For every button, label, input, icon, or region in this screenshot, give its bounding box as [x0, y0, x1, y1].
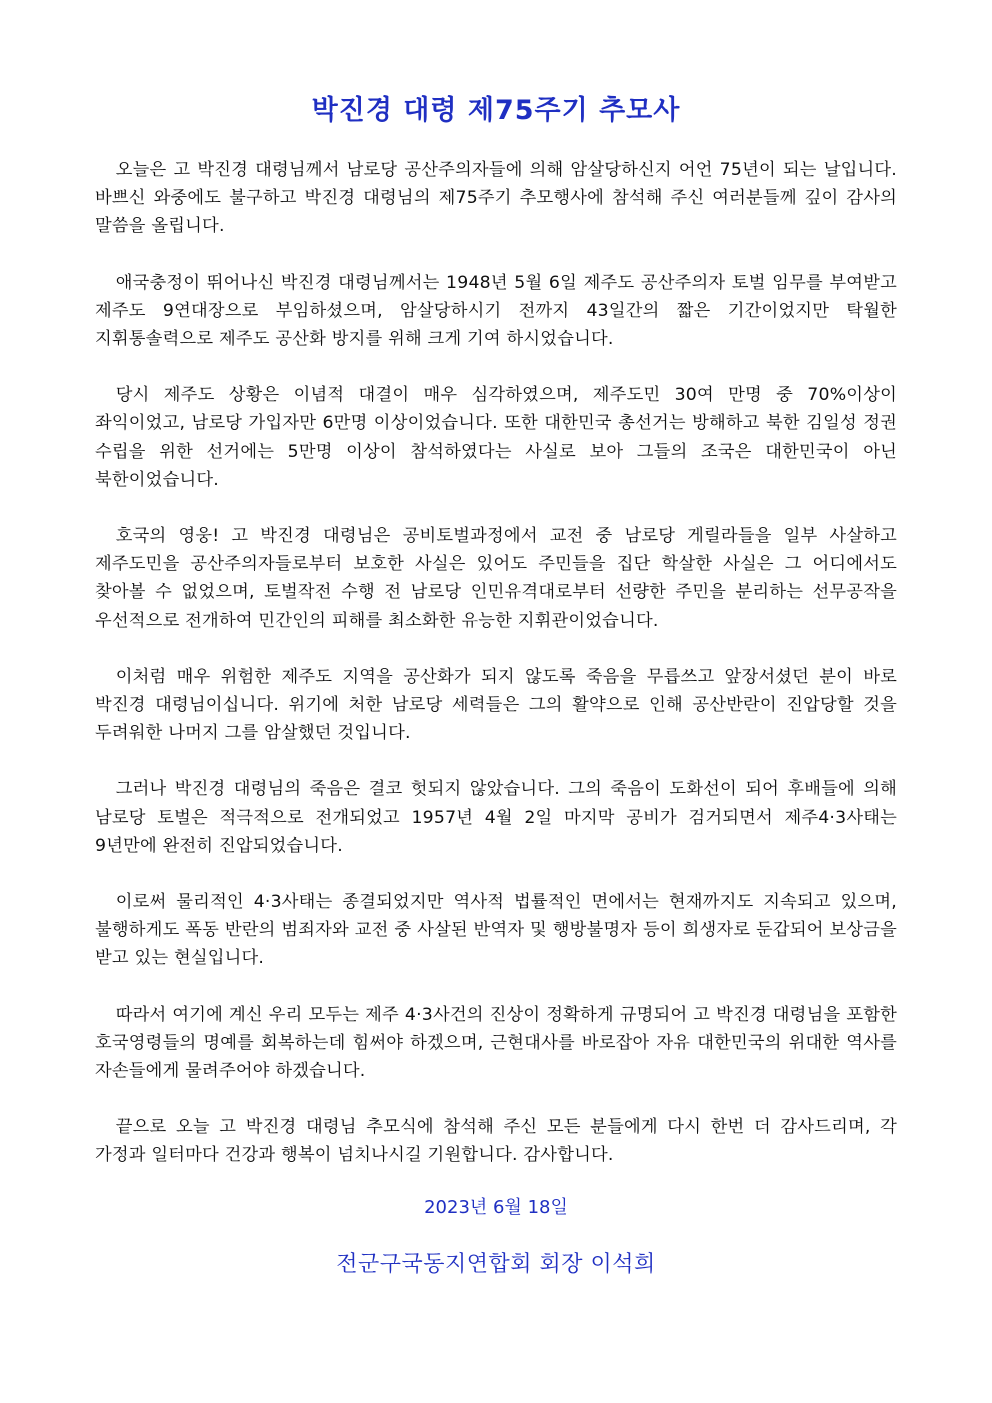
document-title: 박진경 대령 제75주기 추모사: [311, 95, 681, 126]
paragraph: 그러나 박진경 대령님의 죽음은 결코 헛되지 않았습니다. 그의 죽음이 도화선이 되어 후배들에 의해 남로당 토벌은 적극적으로 전개되었고 1957년 4월 2일 마지막 공비가 검거되면서 제주4·3사태는 9년만에 완전히 진압되었습니다.: [95, 779, 897, 856]
paragraph: 따라서 여기에 계신 우리 모두는 제주 4·3사건의 진상이 정확하게 규명되어 고 박진경 대령님을 포함한 호국영령들의 명예를 회복하는데 힘써야 하겠으며, 근현대사를 바로잡아 자유 대한민국의 위대한 역사를 자손들에게 물려주어야 하겠습니다.: [95, 1004, 897, 1082]
document-date: 2023년 6월 18일: [424, 1197, 568, 1218]
document-body: [95, 156, 897, 1198]
paragraph: 끝으로 오늘 고 박진경 대령님 추모식에 참석해 주신 모든 분들에게 다시 한번 더 감사드리며, 각 가정과 일터마다 건강과 행복이 넘치나시길 기원합니다. 감사합니다.: [95, 1117, 897, 1166]
paragraph: 호국의 영웅! 고 박진경 대령님은 공비토벌과정에서 교전 중 남로당 게릴라들을 일부 사살하고 제주도민을 공산주의자들로부터 보호한 사실은 있어도 주민들을 집단 학살한 사실은 그 어디에서도 찾아볼 수 없었으며, 토벌작전 수행 전 남로당 인민유격대로부터 선량한 주민을 분리하는 선무공작을 우선적으로 전개하여 민간인의 피해를 최소화한 유능한 지휘관이었습니다.: [95, 526, 897, 631]
paragraph: 이로써 물리적인 4·3사태는 종결되었지만 역사적 법률적인 면에서는 현재까지도 지속되고 있으며, 불행하게도 폭동 반란의 범죄자와 교전 중 사살된 반역자 및 행방불명자 등이 희생자로 둔갑되어 보상금을 받고 있는 현실입니다.: [95, 892, 897, 969]
paragraph: 오늘은 고 박진경 대령님께서 남로당 공산주의자들에 의해 암살당하신지 어언 75년이 되는 날입니다. 바쁘신 와중에도 불구하고 박진경 대령님의 제75주기 추모행사에 참석해 주신 여러분들께 깊이 감사의 말씀을 올립니다.: [95, 160, 897, 237]
paragraph: 당시 제주도 상황은 이념적 대결이 매우 심각하였으며, 제주도민 30여 만명 중 70%이상이 좌익이었고, 남로당 가입자만 6만명 이상이었습니다. 또한 대한민국 총선거는 방해하고 북한 김일성 정권 수립을 위한 선거에는 5만명 이상이 참석하였다는 사실로 보아 그들의 조국은 대한민국이 아닌 북한이었습니다.: [95, 385, 897, 490]
paragraph: 애국충정이 뛰어나신 박진경 대령님께서는 1948년 5월 6일 제주도 공산주의자 토벌 임무를 부여받고 제주도 9연대장으로 부임하셨으며, 암살당하시기 전까지 43일간의 짧은 기간이었지만 탁월한 지휘통솔력으로 제주도 공산화 방지를 위해 크게 기여 하시었습니다.: [95, 272, 897, 350]
document-signature: 전군구국동지연합회 회장 이석희: [336, 1252, 656, 1277]
paragraph: 이처럼 매우 위험한 제주도 지역을 공산화가 되지 않도록 죽음을 무릅쓰고 앞장서셨던 분이 바로 박진경 대령님이십니다. 위기에 처한 남로당 세력들은 그의 활약으로 인해 공산반란이 진압당할 것을 두려워한 나머지 그를 암살했던 것입니다.: [95, 666, 897, 744]
